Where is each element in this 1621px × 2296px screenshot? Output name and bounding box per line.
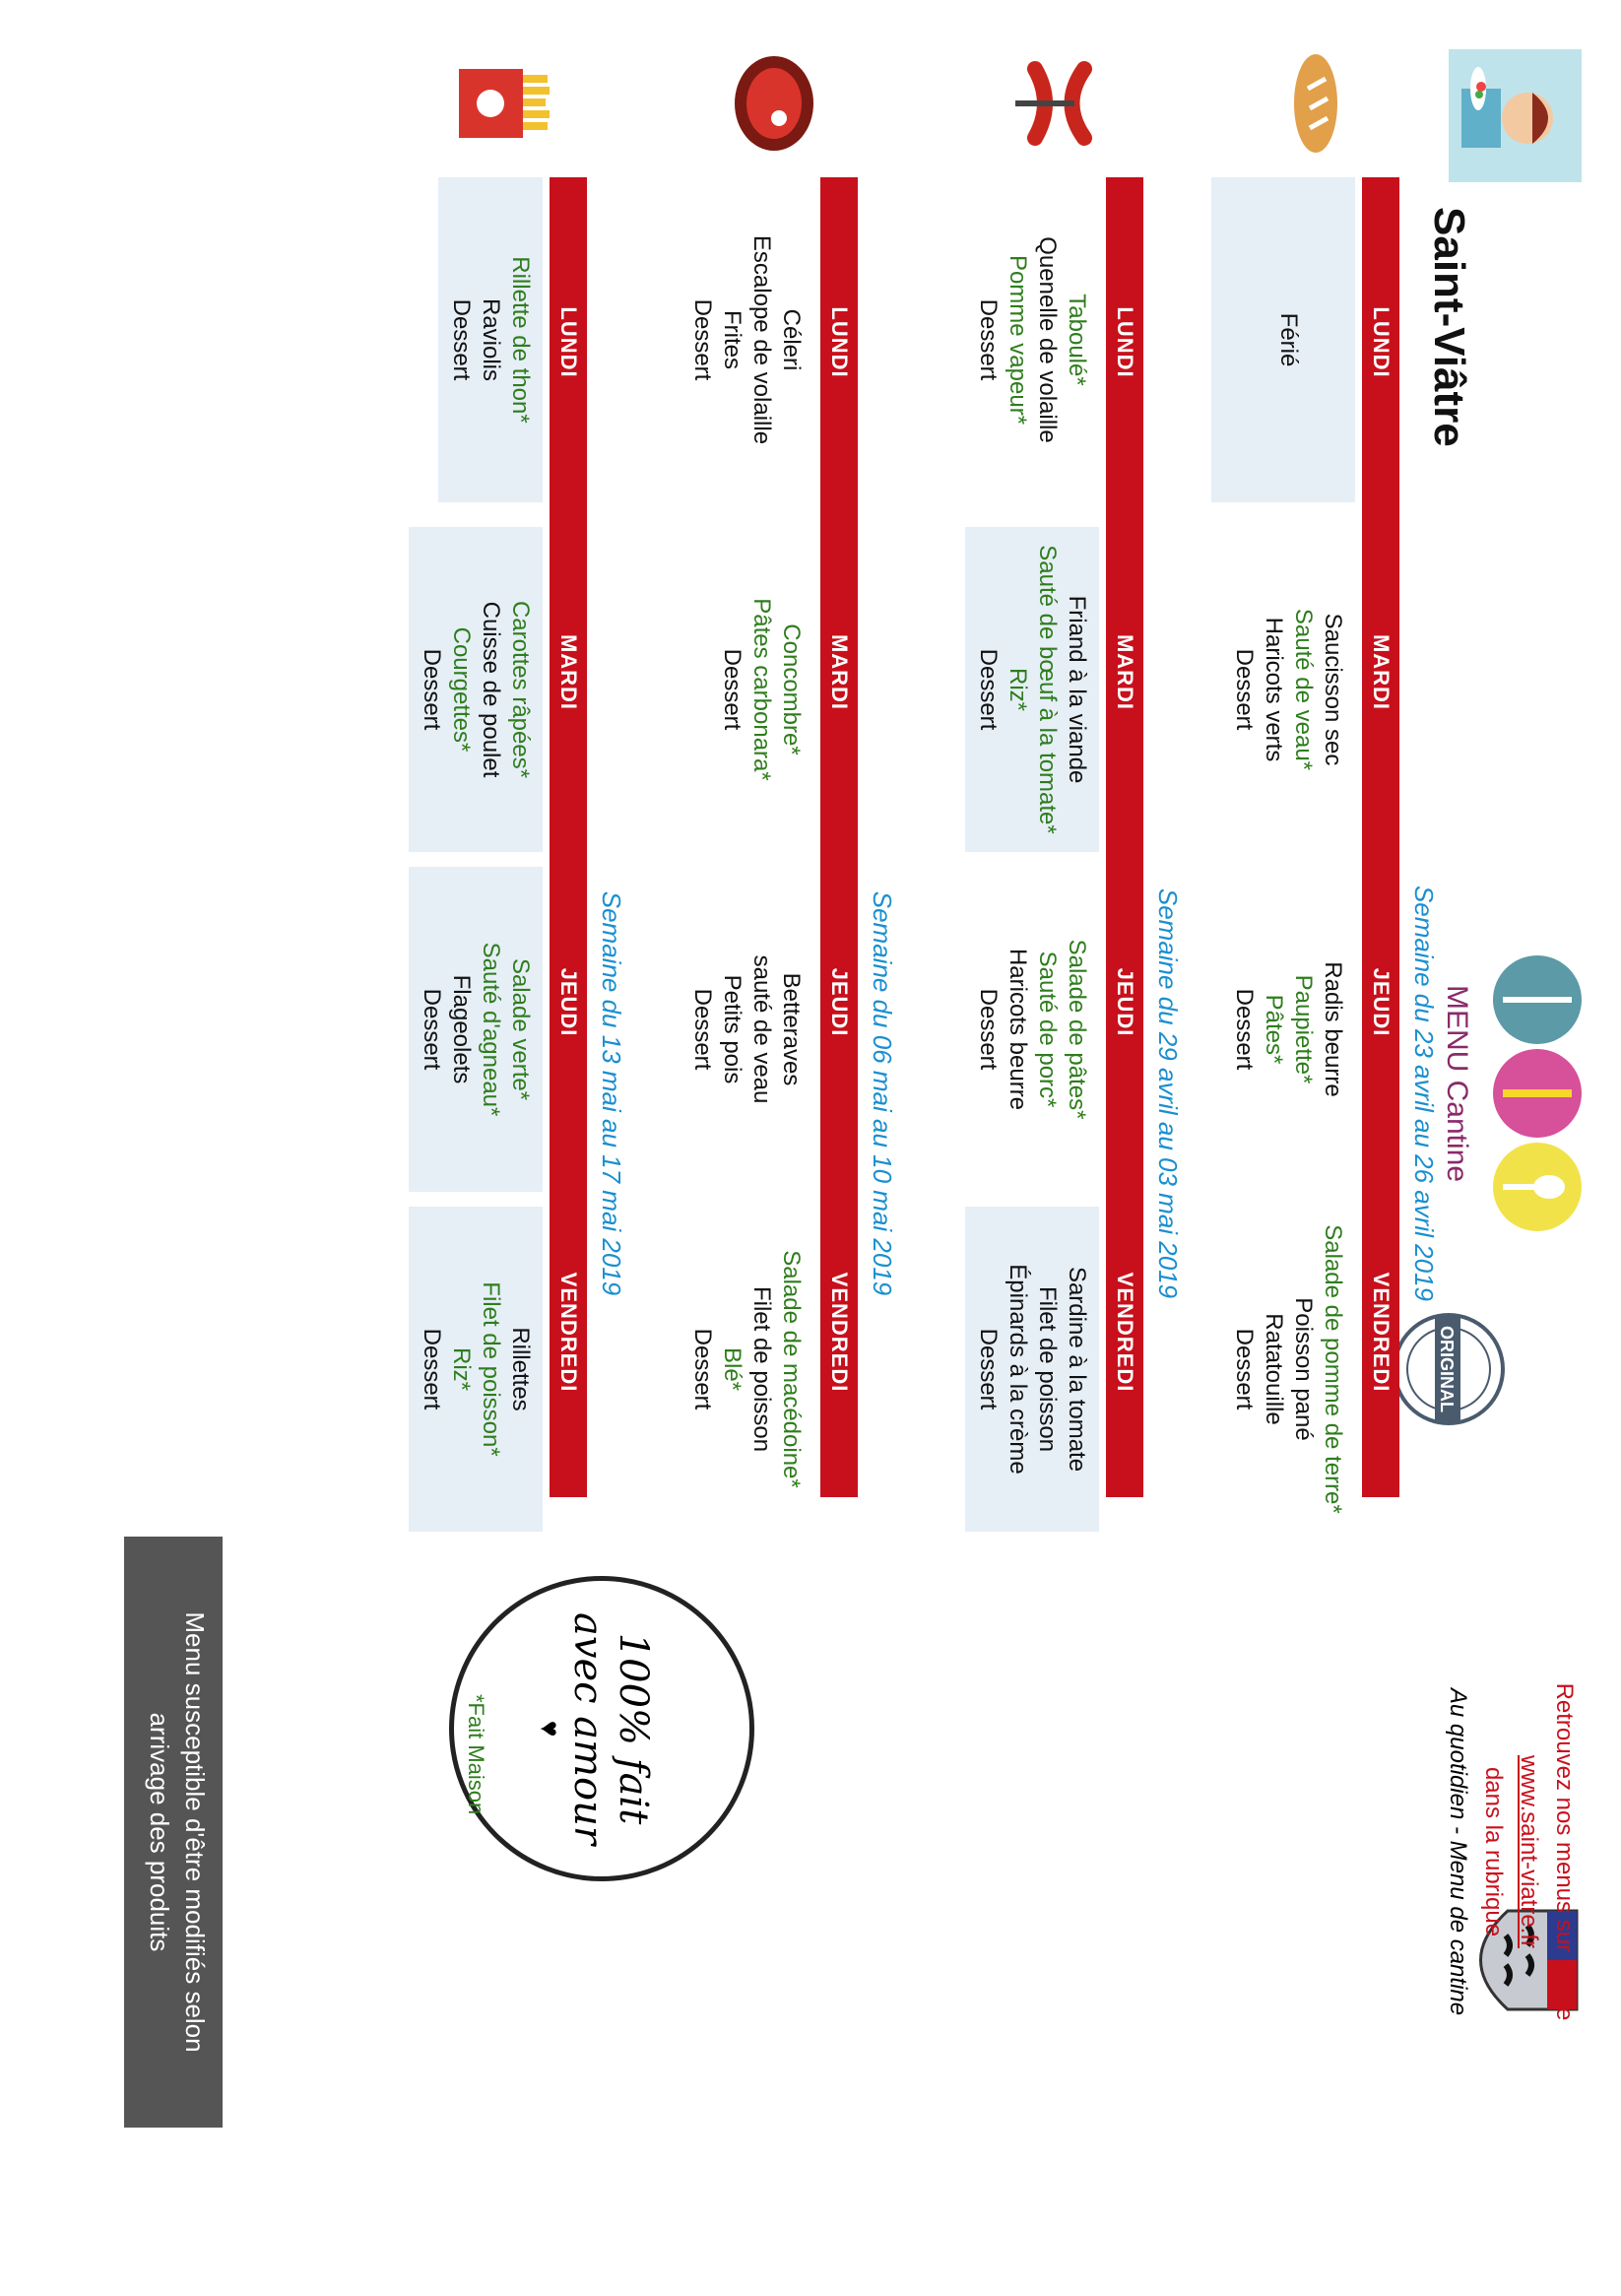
meal-cell [409, 867, 543, 1192]
dish: Salade de pâtes* [1064, 939, 1090, 1120]
day-label: VENDREDI [556, 1272, 581, 1393]
dish: Poisson pané [1290, 1297, 1317, 1441]
meal-cell [409, 527, 543, 852]
dish: Escalope de volaille [748, 234, 775, 445]
week-title: Semaine du 29 avril au 03 mai 2019 [1153, 887, 1183, 1299]
day-label: JEUDI [1369, 967, 1394, 1037]
dish: Dessert [689, 988, 716, 1071]
dish: Sauté de bœuf à la tomate* [1034, 545, 1061, 834]
dish: Pomme vapeur* [1005, 254, 1031, 426]
day-header-bar [1362, 177, 1399, 1497]
site-line: Retrouvez nos menus sur le site [1551, 1682, 1578, 2021]
dish: Épinards à la crème [1005, 1264, 1031, 1475]
day-label: LUNDI [1113, 306, 1137, 378]
dish: Taboulé* [1064, 294, 1090, 386]
bread-icon [1262, 49, 1370, 158]
dish: Férié [1275, 312, 1302, 367]
meal-cell [1211, 177, 1355, 502]
dish: Dessert [719, 648, 746, 731]
child-eating-illustration [1449, 49, 1582, 182]
sausage-fork-icon [1005, 49, 1114, 158]
week-title: Semaine du 23 avril au 26 avril 2019 [1409, 885, 1439, 1302]
meal-cell [680, 1207, 813, 1532]
day-label: JEUDI [1113, 967, 1137, 1037]
dish: Dessert [1231, 988, 1258, 1071]
dish: Ratatouille [1261, 1313, 1287, 1425]
dish: Dessert [975, 298, 1002, 381]
dish: Pâtes* [1261, 994, 1287, 1065]
dish: Betteraves [778, 972, 805, 1086]
day-label: MARDI [1113, 633, 1137, 711]
dish: Salade verte* [507, 957, 534, 1101]
menu-title: MENU Cantine [1441, 984, 1473, 1183]
dish: Carottes râpées* [507, 600, 534, 779]
site-info [1440, 1546, 1582, 2157]
fries-icon [449, 49, 557, 158]
day-header-bar [1106, 177, 1143, 1497]
dish: Raviolis [478, 297, 504, 382]
week-title: Semaine du 06 mai au 10 mai 2019 [868, 890, 897, 1296]
disclaimer-line: arrivage des produits [145, 1712, 174, 1952]
dish: Rillette de thon* [507, 256, 534, 424]
dish: Haricots verts [1261, 617, 1287, 762]
dish: Dessert [689, 1328, 716, 1410]
dish: sauté de veau [748, 954, 775, 1104]
week-title: Semaine du 13 mai au 17 mai 2019 [597, 890, 626, 1296]
meal-cell [680, 177, 813, 502]
dish: Salade de pomme de terre* [1320, 1224, 1346, 1514]
dish: Concombre* [778, 623, 805, 755]
day-label: LUNDI [556, 306, 581, 378]
meal-cell [965, 527, 1099, 852]
dish: Dessert [419, 648, 445, 731]
dish: Frites [719, 310, 746, 369]
dish: Dessert [419, 988, 445, 1071]
dish: Céleri [778, 308, 805, 371]
site-line: dans la rubrique [1480, 1766, 1507, 1937]
dish: Dessert [975, 648, 1002, 731]
meal-cell [680, 867, 813, 1192]
day-label: JEUDI [827, 967, 852, 1037]
dish: Riz* [1005, 667, 1031, 711]
day-label: MARDI [827, 633, 852, 711]
dish: Friand à la viande [1064, 595, 1090, 784]
dish: Salade de macédoine* [778, 1250, 805, 1488]
day-header-bar [550, 177, 587, 1497]
day-label: LUNDI [827, 306, 852, 378]
day-label: MARDI [1369, 633, 1394, 711]
dish: Quenelle de volaille [1034, 236, 1061, 443]
dish: Rillettes [507, 1327, 534, 1411]
meal-cell [1221, 527, 1355, 852]
dish: Flageolets [448, 974, 475, 1084]
dish: Pâtes carbonara* [748, 598, 775, 781]
day-label: VENDREDI [827, 1272, 852, 1393]
dish: Petits pois [719, 974, 746, 1084]
dish: Sardine à la tomate [1064, 1266, 1090, 1473]
day-label: LUNDI [1369, 306, 1394, 378]
dish: Dessert [1231, 1328, 1258, 1410]
dish: Dessert [419, 1328, 445, 1410]
love-stamp [449, 1576, 754, 1881]
town-title: Saint-Viâtre [1425, 207, 1473, 447]
day-label: MARDI [556, 633, 581, 711]
dish: Dessert [448, 298, 475, 381]
dish: Courgettes* [448, 626, 475, 753]
dish: Dessert [975, 1328, 1002, 1410]
dish: Filet de poisson [748, 1285, 775, 1453]
dish: Filet de poisson* [478, 1281, 504, 1457]
dish: Sauté de veau* [1290, 608, 1317, 771]
disclaimer-line: Menu susceptible d'être modifiés selon [180, 1611, 210, 2053]
dish: Filet de poisson [1034, 1285, 1061, 1453]
meal-cell [438, 177, 543, 502]
dish: Radis beurre [1320, 961, 1346, 1097]
cutlery-icons [1488, 946, 1587, 1241]
meal-cell [409, 1207, 543, 1532]
meal-cell [1221, 867, 1355, 1192]
meal-cell [1221, 1207, 1355, 1532]
disclaimer-box [124, 1537, 223, 2128]
dish: Dessert [975, 988, 1002, 1071]
dish: Paupiette* [1290, 974, 1317, 1084]
love-text: 100% fait avec amour [565, 1612, 656, 1845]
site-url[interactable]: www.saint-viatre.fr [1516, 1754, 1542, 1949]
dish: Saucisson sec [1320, 613, 1346, 766]
meal-cell [709, 527, 813, 852]
dish: Sauté de porc* [1034, 951, 1061, 1108]
day-header-bar [820, 177, 858, 1497]
dish: Dessert [689, 298, 716, 381]
svg-text:ORIGINAL: ORIGINAL [1437, 1326, 1457, 1412]
dish: Dessert [1231, 648, 1258, 731]
day-label: VENDREDI [1113, 1272, 1137, 1393]
homemade-note: *Fait Maison [464, 1694, 488, 1815]
dish: Cuisse de poulet [478, 601, 504, 778]
heart-icon: ♥ [535, 1720, 565, 1738]
meal-cell [965, 177, 1099, 502]
dish: Sauté d'agneau* [478, 942, 504, 1117]
site-line: Au quotidien - Menu de cantine [1445, 1687, 1471, 2016]
original-stamp [1390, 1310, 1508, 1428]
dish: Blé* [719, 1346, 746, 1392]
dish: Riz* [448, 1346, 475, 1391]
meal-cell [965, 867, 1099, 1192]
day-label: VENDREDI [1369, 1272, 1394, 1393]
meal-cell [965, 1207, 1099, 1532]
dish: Haricots beurre [1005, 948, 1031, 1111]
steak-icon [720, 49, 828, 158]
day-label: JEUDI [556, 967, 581, 1037]
